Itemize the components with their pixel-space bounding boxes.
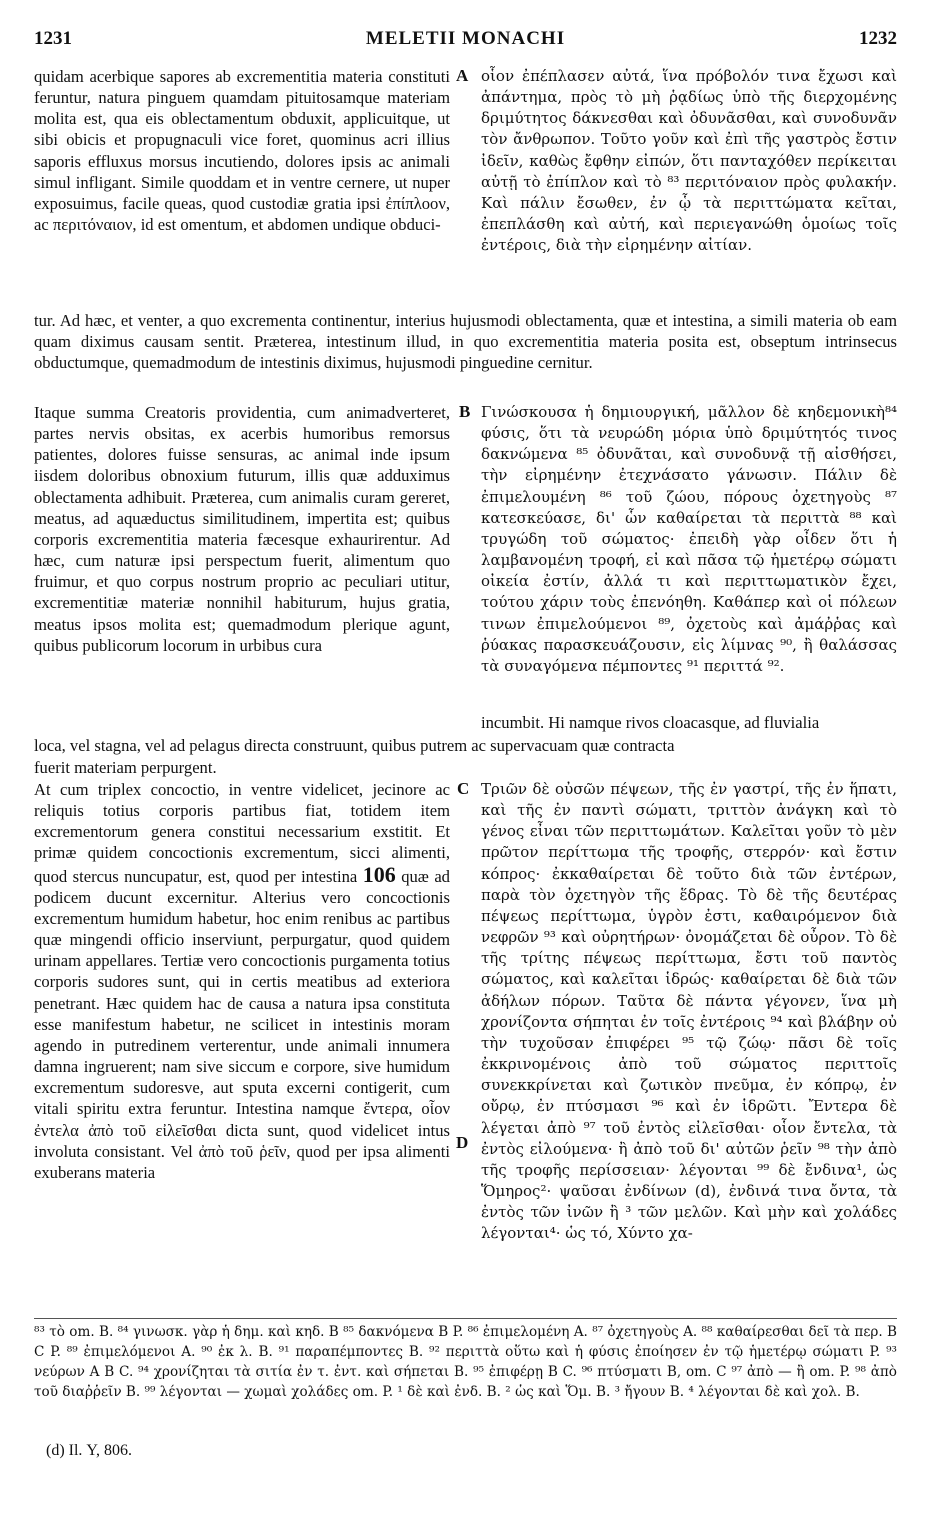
footnote-separator [34, 1318, 897, 1319]
latin-fullwidth-b-2: fuerit materiam perpurgent. [34, 758, 217, 777]
right-page-number: 1232 [859, 28, 897, 49]
margin-marker-c: C [457, 779, 470, 798]
latin-fullwidth-a: tur. Ad hæc, et venter, a quo excrementa continentur, interius hujusmodi oblectamenta, quæ et intestina, a simili materia ob eam quam diximus causam sentit. Præterea, intestinum illud, in quo excrementitia materia posita est, obseptum intrinsecus obductumque, quemadmodum de intestinis diximus, hujusmodi pinguedine cernitur. [34, 311, 897, 373]
latin-c-pre: At cum triplex concoctio, in ventre videlicet, jecinore ac reliquis totius corporis partibus fiat, totidem item excrementorum genera constitui necessarium exstitit. Et primæ quidem concoctionis excrementum, sicci alimenti, quod stercus nuncupatur, est, quod per intestina [34, 780, 450, 886]
left-page-number: 1231 [34, 28, 72, 49]
margin-marker-a: A [456, 66, 469, 85]
latin-column-a: quidam acerbique sapores ab excrementitia materia constituti feruntur, natura pinguem quamdam pituitosamque materiam molita est, qua eis oblectamentum obduxit, applicuitque, ut sibi obicis et propugnaculi vice foret, quominus acri illius saporis effluxus morsus incutiendo, dolores ipsis ac animali simul infligant. Simile quoddam et in ventre cernere, ut nuper exposuimus, facile queas, quod custodiæ gratia ipsi ἐπίπλοον, ac περιτόναιον, id est omentum, et abdomen undique obduci- [34, 67, 450, 235]
footnotes: ⁸³ τὸ om. B. ⁸⁴ γινωσκ. γὰρ ἡ δημ. καὶ κηδ. B ⁸⁵ δακνόμενα B P. ⁸⁶ ἐπιμελομένη A. ⁸⁷ ὀχετηγοὺς A. ⁸⁸ καθαίρεσθαι δεῖ τὰ περ. B C P. ⁸⁹ ἐπιμελόμενοι A. ⁹⁰ ἐκ λ. B. ⁹¹ παραπέμποντες B. ⁹² περιττὰ οὕτω καὶ ἡ φύσις ἐποίησεν ἐν τῷ ἡμετέρῳ σώματι P. ⁹³ νεύρων A B C. ⁹⁴ χρονίζηται τὰ σιτία ἐν τ. ἐντ. καὶ σήπεται B. ⁹⁵ ἐπιφέρῃ B C. ⁹⁶ πτύσματι B, om. C ⁹⁷ ἀπὸ — ἢ om. P. ⁹⁸ ἀπὸ τοῦ διαῤῥεῖν B. ⁹⁹ λέγονται — χωμαὶ χολάδες om. P. ¹ δὲ καὶ ἐνδ. B. ² ὡς καὶ Ὅμ. B. ³ ἤγουν B. ⁴ λέγονται δὲ καὶ χολ. B. [34, 1324, 897, 1400]
page-number-106: 106 [362, 861, 396, 887]
greek-column-b: Γινώσκουσα ἡ δημιουργική, μᾶλλον δὲ κηδεμονικὴ⁸⁴ φύσις, ὅτι τὰ νευρώδη μόρια ὑπὸ δριμύτητός τινος δακνώμενα ⁸⁵ ὀδυνᾶται, καὶ συνοδυνᾷ τῇ αἰσθήσει, τὴν εἰρημένην ἐτεχνάσατο γάνωσιν. Πάλιν δὲ ἐπιμελουμένη ⁸⁶ τοῦ ζώου, πόρους ὀχετηγοὺς ⁸⁷ κατεσκεύασε, δι' ὧν καθαίρεται τὰ περιττὰ ⁸⁸ καὶ τρυγώδη τοῦ σώματος· ἐπειδὴ γὰρ οἶδεν ὅτι ἡ λαμβανομένη τροφή, εἰ καὶ πᾶσα τῷ ἡμετέρῳ σώματι οἰκεία ἐστίν, ἀλλά τι καὶ περιττωματικὸν ἔχει, τούτου χάριν τοὺς ἐπενόηθη. Καθάπερ καὶ οἱ πόλεων τινων ἐπιμελούμενοι ⁸⁹, ὀχετοὺς καὶ ἀμάῤῥας καὶ ῥύακας παρασκευάζουσιν, εἰς λίμνας ⁹⁰, ἢ θαλάσσας τὰ συναγόμενα πέμποντες ⁹¹ περιττά ⁹². [481, 403, 897, 675]
latin-fullwidth-b-1a: incumbit. Hi namque rivos cloacasque, ad fluvialia [481, 713, 820, 732]
margin-marker-b: B [459, 402, 471, 421]
citation-reference: (d) Il. Υ, 806. [46, 1442, 132, 1459]
greek-column-a: οἷον ἐπέπλασεν αὐτά, ἵνα πρόβολόν τινα ἔχωσι καὶ ἀπάντημα, πρὸς τὸ μὴ ῥᾳδίως ὑπὸ τῆς διερχομένης δριμύτητος δάκνεσθαι καὶ ὀδυνᾶσθαι, καὶ συνοδυνᾶν τὸν ἄνθρωπον. Τοῦτο γοῦν καὶ ἐπὶ τῆς γαστρὸς ἔστιν ἰδεῖν, καθὼς ἔφθην εἰπών, ὅτι πανταχόθεν περίκειται αὐτῇ τὸ ἐπίπλον καὶ τὸ ⁸³ περιτόναιον πρὸς φυλακήν. Καὶ πάλιν ἔσωθεν, ἐν ᾧ τὰ περιττώματα κεῖται, ἐπεπλάσθη καὶ αὐτή, καὶ περιεγανώθη ὁμοίως τοῖς ἐντέροις, διὰ τὴν εἰρημένην αἰτίαν. [481, 67, 897, 255]
latin-column-c [34, 779, 450, 1183]
running-title: MELETII MONACHI [365, 28, 566, 49]
latin-column-b: Itaque summa Creatoris providentia, cum animadverteret, partes nervis obsitas, ex acerbis humoribus remorsus patientes, dolores fuisse sensuras, ac animal inde ipsum iisdem doloribus obnoxium futurum, illis quæ adduximus oblectamenta adhibuit. Præterea, cum animalis curam gereret, meatus, ad aquæductus similitudinem, impertita est; quibus corporis excrementitia materia fæcesque exhaurirentur. Ad hæc, cum naturæ ipsi perspectum fuerit, alimentum quo fruimur, et quo corpus nostrum proprio ac peculiari utitur, excrementitiæ materiæ nonnihil habiturum, hujus gratia, meatus ipsos molita est; quemadmodum plerique agunt, quibus publicorum locorum in urbibus cura [34, 403, 450, 655]
running-header [34, 28, 897, 56]
latin-fullwidth-b-1b: loca, vel stagna, vel ad pelagus directa construunt, quibus putrem ac supervacuam quæ contracta [34, 736, 675, 755]
greek-column-c: Τριῶν δὲ οὐσῶν πέψεων, τῆς ἐν γαστρί, τῆς ἐν ἥπατι, καὶ τῆς ἐν παντὶ σώματι, τριττὸν ἀνάγκη καὶ τὸ γένος εἶναι τῶν περιττωμάτων. Καλεῖται γοῦν τὸ μὲν πρῶτον περίττωμα τῆς τροφῆς, στερρόν· καὶ ἔστιν κόπρος· ἐκκαθαίρεται δὲ τοῦτο διὰ τῶν ἐντέρων, παρὰ τὸν ὀχετηγὸν τῆς ἕδρας. Τὸ δὲ τῆς δευτέρας πέψεως περίττωμα, ὑγρὸν ἐστι, καθαιρόμενον διὰ νεφρῶν ⁹³ καὶ οὐρητήρων· ὀνομάζεται δὲ οὖρον. Τὸ δὲ τῆς τρίτης πέψεως περίττωμα, ἔστι τοῦ παντὸς σώματος, καὶ καλεῖται ἱδρώς· καθαίρεται δὲ διὰ τῶν ἀδήλων πόρων. Ταῦτα δὲ πάντα γέγονεν, ἵνα μὴ χρονίζοντα σήπηται ἐν τοῖς ἐντέροις ⁹⁴ καὶ βλάβην οὐ τὴν τυχοῦσαν ἐπιφέρει ⁹⁵ τῷ ζώῳ· πᾶσι δὲ τοῖς ἐκκρινομένοις ἀπὸ τοῦ σώματος περιττοῖς συνεκκρίνεται καὶ ζωτικὸν πνεῦμα, ἐν κόπρῳ, ἐν οὔρῳ, ἐν πτύσμασι ⁹⁶ καὶ ἐν ἱδρῶτι. Ἔντερα δὲ λέγεται ἀπὸ ⁹⁷ τοῦ ἐντὸς εἰλεῖσθαι· οἷον ἔντελα, τὰ ἐντὸς εἰλούμενα· ἢ ἀπὸ τοῦ δι' αὐτῶν ῥεῖν ⁹⁸ τὴν ἀπὸ τῆς τροφῆς περίσσειαν· λέγονται ⁹⁹ δὲ ἔνδινα¹, ὡς Ὅμηρος²· ψαῦσαι ἐνδίνων (d), ἐνδινά τινα ὄντα, τὰ ἐντὸς τῶν ἰνῶν ἢ ³ τῶν μελῶν. Καὶ μὴν καὶ χολάδες λέγονται⁴· ὡς τό, Χύντο χα- [481, 780, 897, 1243]
margin-marker-d: D [456, 1133, 469, 1152]
latin-c-post: quæ ad podicem ducunt excernitur. Alterius vero concoctionis excrementum humidum habetur, hoc enim renibus ac partibus quæ mingendi officio inserviunt, perpurgatur, quod quidem urinam appellares. Tertiæ vero concoctionis purgamenta totius corporis sudores sunt, qui in certis meatibus ad exteriora penetrant. Hæc quidem hac de causa a natura ipsa constituta esse manifestum habetur, ne scilicet in intestinis moram agendo in putredinem verterentur, unde animali innumera damna ingruerent; nam sive siccum e corpore, sive humidum excrementum sudoresve, aut sputa excerni contigerit, cum vitali spiritu extra feruntur. Intestina namque ἔντερα, οἷον ἐντελα ἀπὸ τοῦ εἰλεῖσθαι dicta sunt, quod videlicet intus involuta consistant. Vel ἀπὸ τοῦ ῥεῖν, quod per ipsa alimenti exuberans materia [34, 866, 450, 1182]
